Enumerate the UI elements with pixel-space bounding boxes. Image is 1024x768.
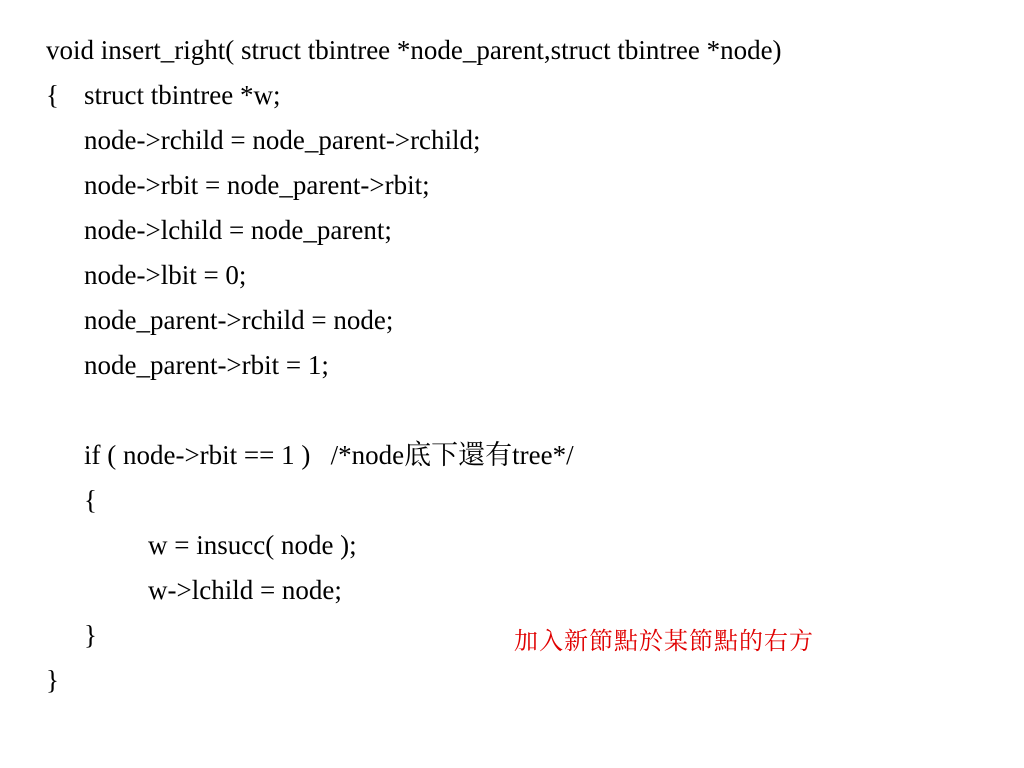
if-statement: if ( node->rbit == 1 ) /*node底下還有tree*/ <box>84 440 574 470</box>
function-close-brace: } <box>46 665 59 695</box>
function-signature: void insert_right( struct tbintree *node_parent,struct tbintree *node) <box>46 35 782 65</box>
statement-w-lchild: w->lchild = node; <box>148 575 342 605</box>
statement-rchild: node->rchild = node_parent->rchild; <box>84 125 481 155</box>
statement-lbit: node->lbit = 0; <box>84 260 247 290</box>
statement-insucc: w = insucc( node ); <box>148 530 357 560</box>
statement-parent-rchild: node_parent->rchild = node; <box>84 305 394 335</box>
function-open-brace: { <box>46 80 59 110</box>
variable-declaration: struct tbintree *w; <box>84 80 281 110</box>
statement-rbit: node->rbit = node_parent->rbit; <box>84 170 430 200</box>
annotation-note: 加入新節點於某節點的右方 <box>514 627 814 655</box>
statement-lchild: node->lchild = node_parent; <box>84 215 392 245</box>
if-open-brace: { <box>84 485 97 515</box>
if-close-brace: } <box>84 620 97 650</box>
statement-parent-rbit: node_parent->rbit = 1; <box>84 350 329 380</box>
